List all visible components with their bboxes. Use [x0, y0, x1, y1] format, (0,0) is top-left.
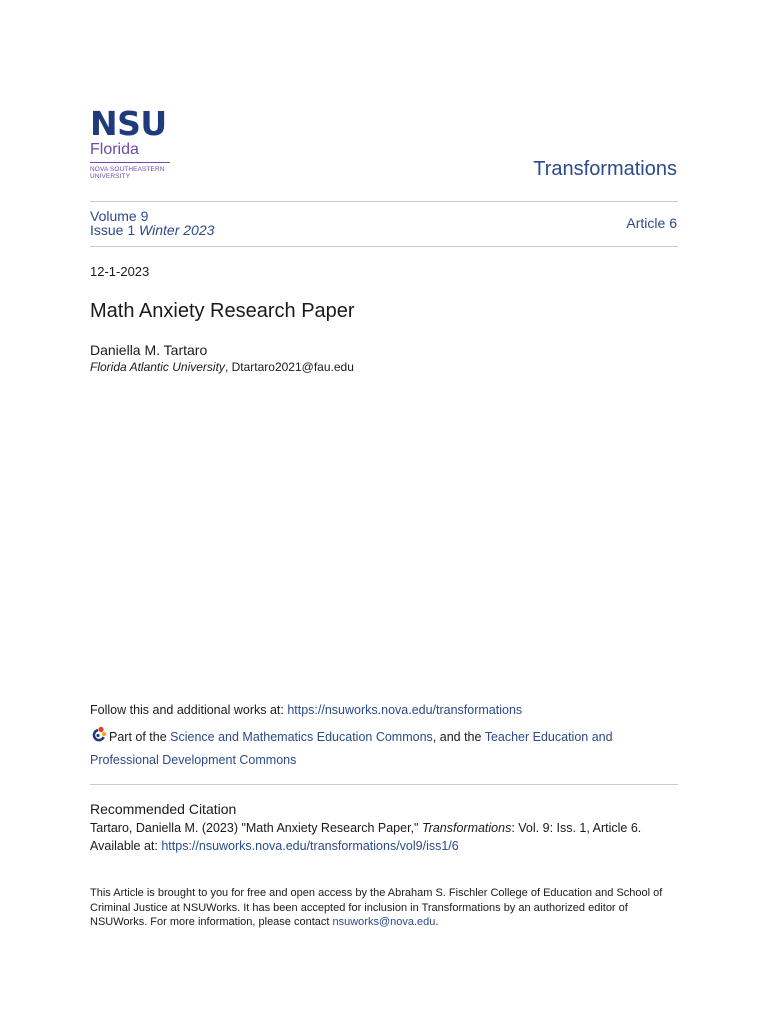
- citation-text2: : Vol. 9: Iss. 1, Article 6.: [511, 821, 642, 835]
- article-link[interactable]: Article 6: [626, 215, 677, 231]
- citation-text1: Tartaro, Daniella M. (2023) "Math Anxiety Research Paper,": [90, 821, 422, 835]
- logo-line1: NOVA SOUTHEASTERN: [90, 166, 165, 173]
- logo-line2: UNIVERSITY: [90, 173, 131, 180]
- issue-line[interactable]: [90, 223, 214, 237]
- citation-url-link[interactable]: https://nsuworks.nova.edu/transformations/vol9/iss1/6: [161, 838, 459, 853]
- teacher-education-commons-link[interactable]: Teacher Education and Professional Development Commons: [90, 730, 613, 767]
- network-icon: [90, 726, 107, 750]
- science-math-commons-link[interactable]: Science and Mathematics Education Commons: [170, 730, 433, 744]
- citation-divider: [90, 784, 678, 785]
- and-text: , and the: [432, 730, 485, 744]
- header-divider-top: [90, 201, 678, 202]
- logo-acronym: NSU: [90, 104, 167, 143]
- access-notice: [90, 886, 678, 930]
- journal-link[interactable]: Transformations: [533, 158, 677, 180]
- citation-heading: Recommended Citation: [90, 801, 237, 817]
- logo-rule: [90, 162, 170, 163]
- nsu-logo: [90, 104, 172, 180]
- header-divider-bottom: [90, 246, 678, 247]
- issue-label[interactable]: Issue 1: [90, 222, 136, 238]
- affiliation-separator: ,: [224, 360, 232, 374]
- contact-email-link[interactable]: nsuworks@nova.edu: [332, 916, 436, 928]
- follow-url-link[interactable]: https://nsuworks.nova.edu/transformations: [287, 703, 523, 717]
- author-name: Daniella M. Tartaro: [90, 342, 208, 358]
- paper-title: Math Anxiety Research Paper: [90, 300, 355, 322]
- author-email: Dtartaro2021@fau.edu: [231, 360, 354, 374]
- citation-body: [90, 820, 678, 855]
- part-of-line: [90, 726, 678, 771]
- author-affiliation: [90, 360, 354, 374]
- logo-state: Florida: [90, 141, 139, 158]
- publication-date: 12-1-2023: [90, 264, 150, 279]
- partof-text: Part of the: [109, 730, 171, 744]
- footer-end: .: [435, 916, 439, 928]
- issue-season[interactable]: Winter 2023: [139, 222, 215, 238]
- footer-text: This Article is brought to you for free and open access by the Abraham S. Fischler College of Education and School of Criminal Justice at NSUWorks. It has been accepted for inclusion in Transformations by an authorized editor of NSUWorks. For more information, please contact: [90, 887, 663, 928]
- citation-available: Available at:: [90, 838, 162, 853]
- follow-text: Follow this and additional works at:: [90, 703, 288, 717]
- volume-link[interactable]: Volume 9: [90, 208, 149, 224]
- follow-line: [90, 703, 522, 717]
- citation-journal: Transformations: [421, 821, 512, 835]
- author-institution: Florida Atlantic University: [90, 360, 225, 374]
